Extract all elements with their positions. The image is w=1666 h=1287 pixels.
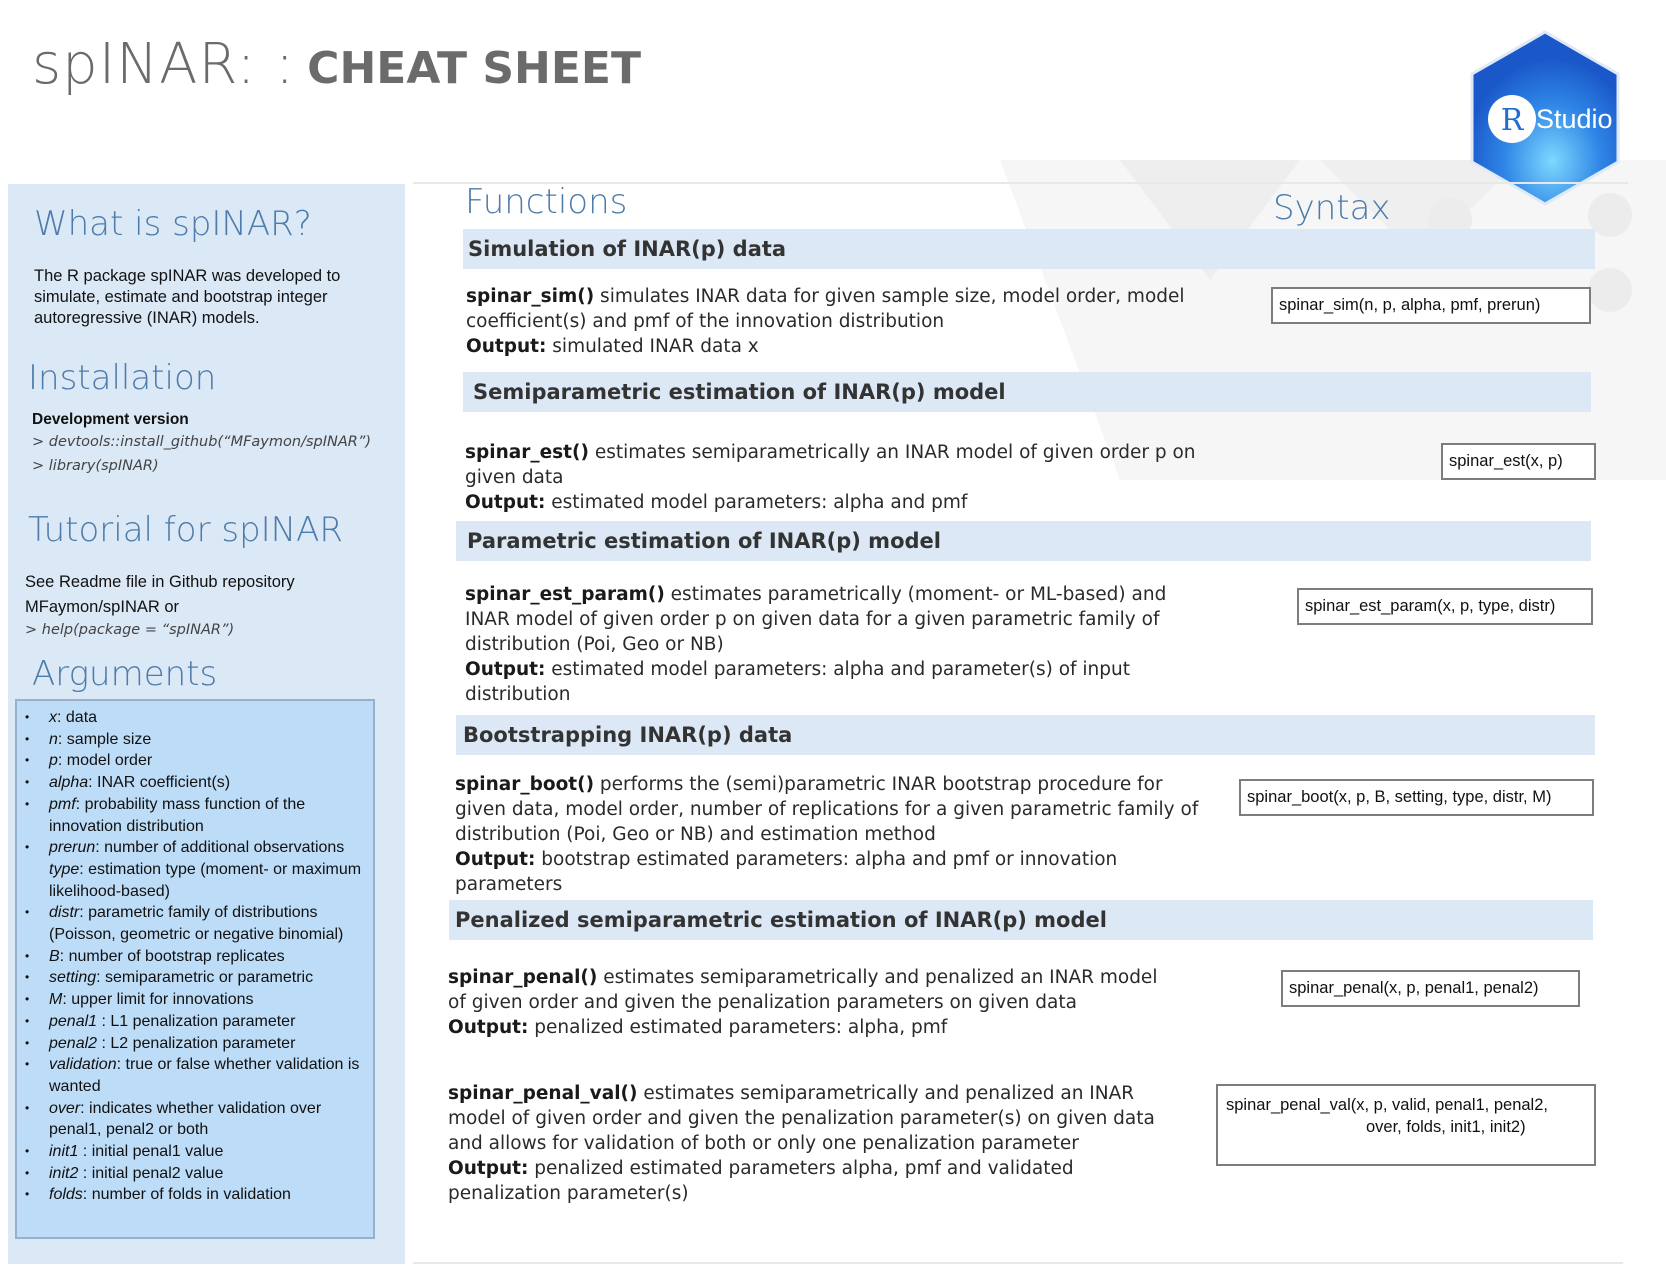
argument-item: • p: model order	[23, 750, 365, 772]
function-desc-spinar-boot: spinar_boot() performs the (semi)parametric INAR bootstrap procedure for given data, model order, number of replications for a given parametric family of distribution (Poi, Geo or NB) and estimation method Output: bootstrap estimated parameters: alpha and pmf or innovation parameters	[455, 774, 1199, 895]
rstudio-hex-logo	[1470, 30, 1620, 206]
function-name: spinar_est_param()	[465, 584, 665, 605]
section-header-bootstrapping: Bootstrapping INAR(p) data	[456, 715, 1595, 755]
syntax-box-spinar-sim: spinar_sim(n, p, alpha, pmf, prerun)	[1271, 287, 1591, 324]
argument-item: • prerun: number of additional observations type: estimation type (moment- or maximum likelihood-based)	[23, 837, 365, 902]
syntax-box-spinar-penal-val	[1216, 1084, 1596, 1166]
functions-heading: Functions	[465, 182, 628, 222]
install-command: > devtools::install_github(“MFaymon/spINAR”)	[32, 434, 372, 450]
output-label: Output:	[448, 1158, 529, 1179]
syntax-line-1: spinar_penal_val(x, p, valid, penal1, penal2,	[1226, 1096, 1548, 1114]
output-label: Output:	[455, 849, 536, 870]
argument-item: • penal1 : L1 penalization parameter	[23, 1011, 365, 1033]
arguments-heading: Arguments	[32, 654, 218, 694]
argument-item: • setting: semiparametric or parametric	[23, 967, 365, 989]
function-name: spinar_boot()	[455, 774, 595, 795]
syntax-heading: Syntax	[1273, 188, 1391, 228]
argument-item: • folds: number of folds in validation	[23, 1184, 365, 1206]
argument-item: • init2 : initial penal2 value	[23, 1163, 365, 1185]
function-name: spinar_est()	[465, 442, 589, 463]
argument-item: • n: sample size	[23, 729, 365, 751]
function-name: spinar_penal()	[448, 967, 598, 988]
output-label: Output:	[465, 492, 546, 513]
syntax-line-2: over, folds, init1, init2)	[1366, 1118, 1526, 1136]
tutorial-text-line2: MFaymon/spINAR or	[25, 598, 180, 616]
logo-studio-text: Studio	[1536, 104, 1613, 134]
tutorial-text-line1: See Readme file in Github repository	[25, 573, 295, 591]
output-label: Output:	[466, 336, 547, 357]
section-header-penalized: Penalized semiparametric estimation of INAR(p) model	[449, 900, 1593, 940]
what-is-heading: What is spINAR?	[34, 204, 312, 244]
syntax-box-spinar-boot: spinar_boot(x, p, B, setting, type, distr, M)	[1239, 779, 1594, 816]
installation-heading: Installation	[28, 358, 217, 398]
cheat-sheet-label: CHEAT SHEET	[307, 43, 641, 94]
argument-item: • init1 : initial penal1 value	[23, 1141, 365, 1163]
bottom-divider	[413, 1262, 1623, 1264]
function-name: spinar_sim()	[466, 286, 595, 307]
section-header-simulation: Simulation of INAR(p) data	[463, 229, 1595, 269]
function-desc-spinar-est-param: spinar_est_param() estimates parametrically (moment- or ML-based) and INAR model of given order p on given data for a given parametric family of distribution (Poi, Geo or NB) Output: estimated model parameters: alpha and parameter(s) of input distribution	[465, 584, 1167, 705]
argument-item: • pmf: probability mass function of the innovation distribution	[23, 794, 365, 837]
argument-item: • distr: parametric family of distributions (Poisson, geometric or negative binomial)	[23, 902, 365, 945]
argument-item: • penal2 : L2 penalization parameter	[23, 1033, 365, 1055]
section-header-semiparametric: Semiparametric estimation of INAR(p) model	[463, 372, 1591, 412]
function-desc-spinar-sim: spinar_sim() simulates INAR data for given sample size, model order, model coefficient(s) and pmf of the innovation distribution Output: simulated INAR data x	[466, 286, 1185, 357]
argument-item: • x: data	[23, 707, 365, 729]
arguments-box	[15, 699, 375, 1239]
syntax-box-spinar-est: spinar_est(x, p)	[1441, 443, 1596, 480]
argument-item: • M: upper limit for innovations	[23, 989, 365, 1011]
library-command: > library(spINAR)	[32, 458, 159, 474]
argument-item: • over: indicates whether validation over penal1, penal2 or both	[23, 1098, 365, 1141]
output-label: Output:	[448, 1017, 529, 1038]
logo-r-letter: R	[1500, 103, 1524, 138]
arguments-list	[17, 701, 373, 1206]
syntax-box-spinar-penal: spinar_penal(x, p, penal1, penal2)	[1281, 970, 1580, 1007]
argument-item: • B: number of bootstrap replicates	[23, 946, 365, 968]
package-name: spINAR: :	[32, 32, 296, 97]
section-header-parametric: Parametric estimation of INAR(p) model	[456, 521, 1591, 561]
help-command: > help(package = “spINAR”)	[25, 622, 235, 638]
what-is-text: The R package spINAR was developed to simulate, estimate and bootstrap integer autoregressive (INAR) models.	[34, 267, 341, 327]
syntax-box-spinar-est-param: spinar_est_param(x, p, type, distr)	[1297, 588, 1593, 625]
page-title	[32, 32, 641, 97]
function-desc-spinar-penal: spinar_penal() estimates semiparametrically and penalized an INAR model of given order and given the penalization parameters on given data Output: penalized estimated parameters: alpha, pmf	[448, 967, 1158, 1038]
output-label: Output:	[465, 659, 546, 680]
argument-item: • alpha: INAR coefficient(s)	[23, 772, 365, 794]
argument-item: • validation: true or false whether validation is wanted	[23, 1054, 365, 1097]
function-name: spinar_penal_val()	[448, 1083, 638, 1104]
function-desc-spinar-est: spinar_est() estimates semiparametrically an INAR model of given order p on given data Output: estimated model parameters: alpha and pmf	[465, 442, 1196, 513]
tutorial-heading: Tutorial for spINAR	[28, 510, 343, 550]
development-version-label: Development version	[32, 411, 189, 428]
function-desc-spinar-penal-val: spinar_penal_val() estimates semiparametrically and penalized an INAR model of given order and given the penalization parameter(s) on given data and allows for validation of both or only one penalization parameter Output: penalized estimated parameters alpha, pmf and validated penalization parameter(s)	[448, 1083, 1155, 1204]
